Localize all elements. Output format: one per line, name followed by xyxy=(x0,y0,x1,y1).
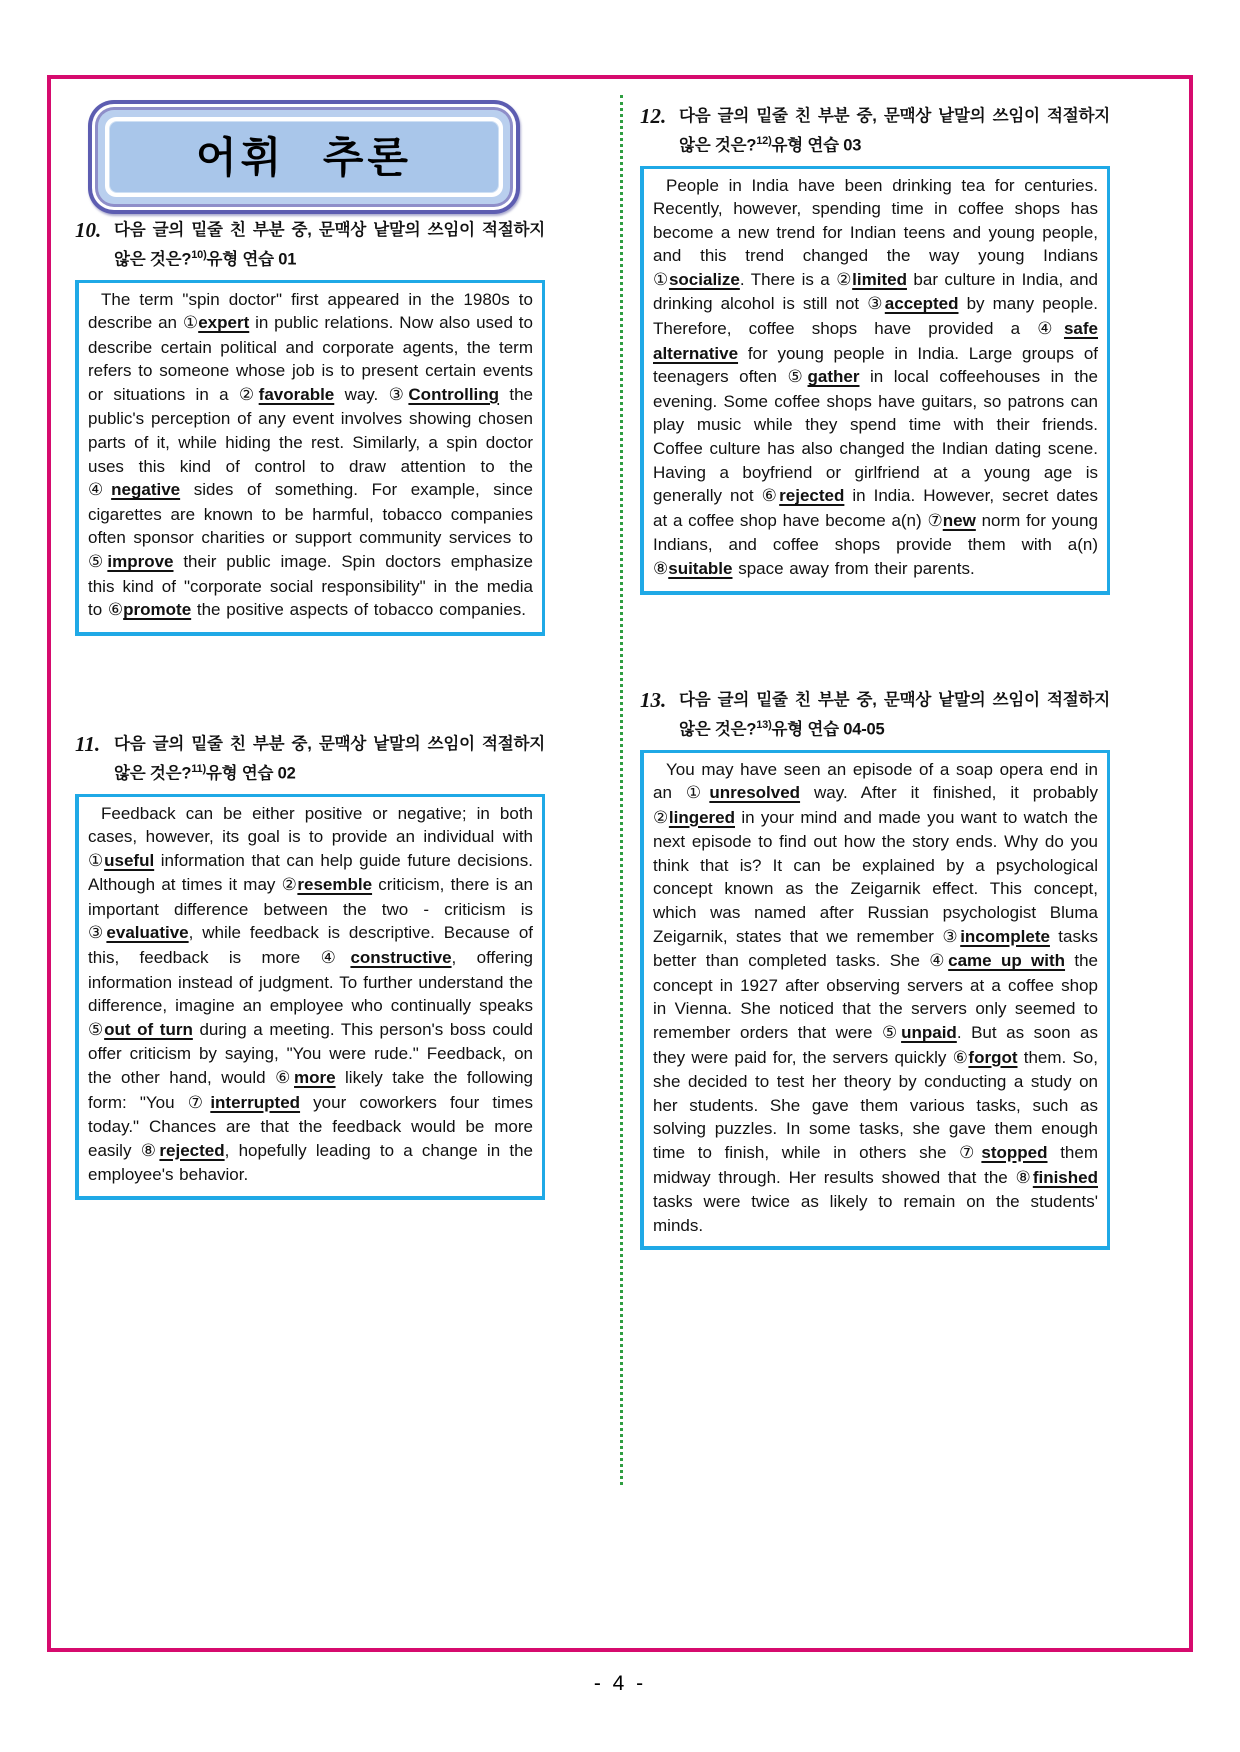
choice-number: ⑦ xyxy=(187,1092,211,1113)
footnote-marker: 10) xyxy=(191,249,207,261)
underlined-word: Controlling xyxy=(408,384,500,404)
question-number: 11. xyxy=(75,732,101,756)
page-title: 어휘 추론 xyxy=(109,121,499,193)
choice-number: ⑦ xyxy=(959,1143,982,1163)
choice-number: ③ xyxy=(867,294,885,315)
underlined-word: gather xyxy=(807,367,860,387)
choice-number: ① xyxy=(88,850,105,871)
question-number: 13. xyxy=(640,688,667,712)
question-10 xyxy=(75,218,545,636)
underlined-word: negative xyxy=(111,480,181,500)
choice-number: ① xyxy=(653,269,669,290)
prompt-text: 다음 글의 밑줄 친 부분 중, 문맥상 낱말의 쓰임이 적절하지 않은 것은? xyxy=(114,735,545,783)
choice-number: ⑤ xyxy=(88,552,108,573)
title-box xyxy=(88,100,520,214)
passage-text: People in India have been drinking tea for centuries. Recently, however, spending time in coffee shops has become a new trend for Indian teens and young people, and this trend changed the way young Indians ①socialize. There is a ②limited bar culture in India, and drinking alcohol is still not ③accepted by many people. Therefore, coffee shops have provided a ④safe alternative for young people in India. Large groups of teenagers often ⑤gather in local coffeehouses in the evening. Some coffee shops have guitars, so patrons can play music while they spend time with their friends. Coffee culture has also changed the Indian dating scene. Having a boyfriend or girlfriend at a young age is generally not ⑥rejected in India. However, secret dates at a coffee shop have become a(n) ⑦new norm for young Indians, and coffee shops provide them with a(n) ⑧suitable space away from their parents. xyxy=(653,175,1099,579)
choice-number: ② xyxy=(238,384,259,405)
choice-number: ⑦ xyxy=(927,510,943,531)
underlined-word: evaluative xyxy=(106,923,189,943)
underlined-word: promote xyxy=(123,600,192,620)
practice-tag: 유형 연습 01 xyxy=(206,250,297,269)
footnote-marker: 13) xyxy=(756,719,772,731)
title-ring-inner xyxy=(105,117,503,197)
page-number: - 4 - xyxy=(593,1672,647,1695)
practice-tag: 유형 연습 04-05 xyxy=(771,720,885,739)
choice-number: ② xyxy=(281,875,298,896)
underlined-word: accepted xyxy=(884,294,959,314)
underlined-word: useful xyxy=(104,850,155,870)
question-12 xyxy=(640,104,1110,595)
underlined-word: limited xyxy=(852,269,907,289)
practice-tag: 유형 연습 03 xyxy=(771,136,862,155)
title-ring-white xyxy=(92,104,516,210)
prompt-text: 다음 글의 밑줄 친 부분 중, 문맥상 낱말의 쓰임이 적절하지 않은 것은? xyxy=(679,691,1110,739)
underlined-word: unpaid xyxy=(901,1023,957,1043)
passage-box xyxy=(640,750,1110,1251)
question-11 xyxy=(75,732,545,1200)
choice-number: ① xyxy=(685,783,710,804)
choice-number: ⑥ xyxy=(761,486,780,507)
underlined-word: more xyxy=(294,1068,336,1088)
underlined-word: new xyxy=(942,510,976,530)
underlined-word: safe alternative xyxy=(653,319,1098,363)
choice-number: ③ xyxy=(388,384,409,405)
question-header xyxy=(640,104,1110,159)
question-13 xyxy=(640,688,1110,1250)
question-header xyxy=(75,218,545,273)
underlined-word: out of turn xyxy=(104,1019,193,1039)
choice-number: ⑧ xyxy=(653,559,669,579)
underlined-word: forgot xyxy=(968,1047,1018,1067)
underlined-word: favorable xyxy=(258,384,335,404)
choice-number: ④ xyxy=(320,948,351,969)
choice-number: ② xyxy=(653,807,669,828)
choice-number: ③ xyxy=(88,923,107,944)
question-number: 10. xyxy=(75,218,102,242)
choice-number: ⑤ xyxy=(882,1023,902,1044)
question-header xyxy=(75,732,545,787)
title-ring-blue xyxy=(98,110,510,204)
question-header xyxy=(640,688,1110,743)
question-prompt xyxy=(114,218,545,273)
passage-text: You may have seen an episode of a soap opera end in an ①unresolved way. After it finished, it probably ②lingered in your mind and made you want to watch the next episode to find out how the story ends. Why do you think that is? It can be explained by a psychological concept known as the Zeigarnik effect. This concept, which was named after Russian psychologist Bluma Zeigarnik, states that we remember ③incomplete tasks better than completed tasks. She ④came up with the concept in 1927 after observing servers at a coffee shop in Vienna. She noticed that the servers only seemed to remember orders that were ⑤unpaid. But as soon as they were paid for, the servers quickly ⑥forgot them. So, she decided to test her theory by conducting a study on her students. She gave them various tasks, such as solving puzzles. In some tasks, she gave them enough time to finish, while in others she ⑦stopped them midway through. Her results showed that the ⑧finished tasks were twice as likely to remain on the students' minds. xyxy=(653,759,1099,1235)
practice-tag: 유형 연습 02 xyxy=(205,764,296,783)
footnote-marker: 11) xyxy=(191,763,206,775)
title-ring-outer xyxy=(88,100,520,214)
choice-number: ⑤ xyxy=(787,367,808,388)
underlined-word: socialize xyxy=(668,269,740,289)
passage-text: The term "spin doctor" first appeared in the 1980s to describe an ①expert in public relations. Now also used to describe certain political and corporate agents, the term refers to someone whose job is to present certain events or situations in a ②favorable way. ③Controlling the public's perception of any event involves showing chosen parts of it, while hiding the rest. Similarly, a spin doctor uses this kind of control to draw attention to the ④negative sides of something. For example, since cigarettes are known to be harmful, tobacco companies often sponsor charities or support community services to ⑤improve their public image. Spin doctors emphasize this kind of "corporate social responsibility" in the media to ⑥promote the positive aspects of tobacco companies. xyxy=(88,289,533,621)
underlined-word: suitable xyxy=(668,559,733,578)
question-prompt xyxy=(114,732,545,787)
underlined-word: resemble xyxy=(297,875,373,895)
underlined-word: incomplete xyxy=(960,926,1050,946)
underlined-word: rejected xyxy=(779,486,845,506)
passage-box xyxy=(75,280,545,636)
choice-number: ④ xyxy=(929,951,949,972)
underlined-word: rejected xyxy=(159,1140,225,1160)
choice-number: ⑥ xyxy=(107,600,124,621)
underlined-word: lingered xyxy=(668,807,735,827)
choice-number: ② xyxy=(836,269,853,290)
footnote-marker: 12) xyxy=(756,135,772,147)
choice-number: ⑧ xyxy=(140,1140,160,1161)
choice-number: ④ xyxy=(1037,319,1064,340)
choice-number: ⑥ xyxy=(275,1068,295,1089)
question-number: 12. xyxy=(640,104,667,128)
underlined-word: stopped xyxy=(981,1143,1048,1162)
question-prompt xyxy=(679,688,1110,743)
title-ring-purple xyxy=(95,107,513,207)
choice-number: ④ xyxy=(88,480,112,501)
underlined-word: interrupted xyxy=(210,1092,301,1112)
passage-box xyxy=(640,166,1110,595)
choice-number: ③ xyxy=(942,926,961,947)
passage-text: Feedback can be either positive or negative; in both cases, however, its goal is to provide an individual with ①useful information that can help guide future decisions. Although at times it may ②resemble criticism, there is an important difference between the two - criticism is ③evaluative, while feedback is descriptive. Because of this, feedback is more ④constructive, offering information instead of judgment. To further understand the difference, imagine an employee who continually speaks ⑤out of turn during a meeting. This person's boss could offer criticism by saying, "You were rude." Feedback, on the other hand, would ⑥more likely take the following form: "You ⑦interrupted your coworkers four times today." Chances are that the feedback would be more easily ⑧rejected, hopefully leading to a change in the employee's behavior. xyxy=(88,803,534,1185)
choice-number: ① xyxy=(182,313,199,334)
underlined-word: expert xyxy=(198,313,250,333)
passage-box xyxy=(75,794,545,1201)
prompt-text: 다음 글의 밑줄 친 부분 중, 문맥상 낱말의 쓰임이 적절하지 않은 것은? xyxy=(114,221,545,269)
underlined-word: finished xyxy=(1032,1167,1098,1187)
underlined-word: came up with xyxy=(948,951,1066,971)
choice-number: ⑥ xyxy=(952,1047,969,1068)
column-divider xyxy=(620,95,623,1485)
question-prompt xyxy=(679,104,1110,159)
prompt-text: 다음 글의 밑줄 친 부분 중, 문맥상 낱말의 쓰임이 적절하지 않은 것은? xyxy=(679,107,1110,155)
underlined-word: constructive xyxy=(350,948,452,968)
choice-number: ⑧ xyxy=(1015,1167,1033,1188)
choice-number: ⑤ xyxy=(88,1019,105,1040)
underlined-word: improve xyxy=(107,552,174,572)
underlined-word: unresolved xyxy=(709,783,801,803)
